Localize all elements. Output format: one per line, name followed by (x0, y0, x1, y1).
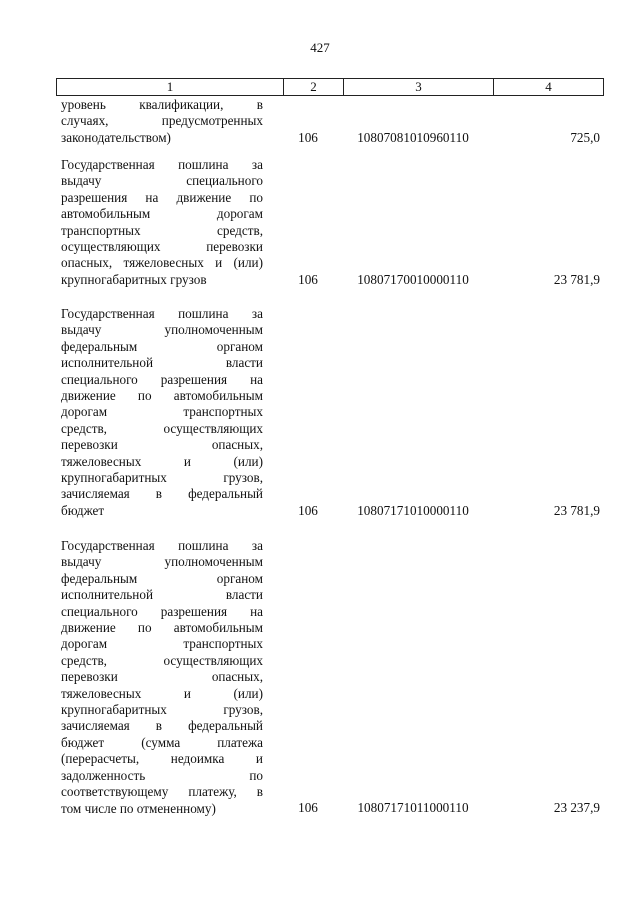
kbk-code: 10807171011000110 (357, 800, 469, 816)
column-header-3: 3 (344, 79, 494, 96)
kbk-code: 10807171010000110 (357, 502, 469, 518)
description-line: исполнительной власти (61, 355, 263, 371)
description-line: опасных, тяжеловесных и (или) (61, 255, 263, 271)
row-description (61, 306, 263, 519)
description-line: движение по автомобильным (61, 388, 263, 404)
column-header-table (56, 78, 604, 96)
description-line: исполнительной власти (61, 587, 263, 603)
description-line: выдачу уполномоченным (61, 322, 263, 338)
admin-code: 106 (298, 800, 318, 816)
description-line: осуществляющих перевозки (61, 239, 263, 255)
amount: 23 237,9 (553, 800, 600, 816)
description-line: тяжеловесных и (или) (61, 453, 263, 469)
description-line: дорогам транспортных (61, 404, 263, 420)
description-line: дорогам транспортных (61, 636, 263, 652)
description-line: Государственная пошлина за (61, 538, 263, 553)
description-line: Государственная пошлина за (61, 306, 263, 321)
description-line: автомобильным дорогам (61, 206, 263, 222)
description-line: зачисляемая в федеральный (61, 486, 263, 502)
description-line: (перерасчеты, недоимка и (61, 751, 263, 767)
description-line: перевозки опасных, (61, 669, 263, 685)
description-line: перевозки опасных, (61, 437, 263, 453)
amount: 23 781,9 (553, 502, 600, 518)
description-line: федеральным органом (61, 570, 263, 586)
row-description (61, 157, 263, 288)
description-line: Государственная пошлина за (61, 157, 263, 172)
description-line: специального разрешения на (61, 371, 263, 387)
description-line: крупногабаритных грузов (61, 271, 207, 287)
kbk-code: 10807081010960110 (357, 129, 469, 145)
admin-code: 106 (298, 129, 318, 145)
description-line: движение по автомобильным (61, 620, 263, 636)
description-line: бюджет (сумма платежа (61, 734, 263, 750)
amount: 725,0 (570, 129, 600, 145)
description-line: соответствующему платежу, в (61, 784, 263, 800)
description-line: бюджет (61, 502, 105, 518)
description-line: разрешения на движение по (61, 189, 263, 205)
description-line: выдачу специального (61, 173, 263, 189)
description-line: случаях, предусмотренных (61, 113, 263, 129)
description-line: выдачу уполномоченным (61, 554, 263, 570)
description-line: специального разрешения на (61, 603, 263, 619)
kbk-code: 10807170010000110 (357, 271, 469, 287)
description-line: законодательством) (61, 129, 171, 145)
description-line: средств, осуществляющих (61, 420, 263, 436)
description-line: средств, осуществляющих (61, 652, 263, 668)
row-description (61, 97, 263, 146)
admin-code: 106 (298, 271, 318, 287)
column-header-1: 1 (57, 79, 284, 96)
description-line: зачисляемая в федеральный (61, 718, 263, 734)
description-line: федеральным органом (61, 338, 263, 354)
column-header-row (57, 79, 604, 96)
column-header-2: 2 (284, 79, 344, 96)
column-header-4: 4 (494, 79, 604, 96)
amount: 23 781,9 (553, 271, 600, 287)
description-line: крупногабаритных грузов, (61, 702, 263, 718)
description-line: тяжеловесных и (или) (61, 685, 263, 701)
admin-code: 106 (298, 502, 318, 518)
page-number: 427 (310, 40, 330, 55)
description-line: уровень квалификации, в (61, 97, 263, 112)
description-line: транспортных средств, (61, 222, 263, 238)
row-description (61, 538, 263, 817)
description-line: задолженность по (61, 767, 263, 783)
description-line: крупногабаритных грузов, (61, 470, 263, 486)
description-line: том числе по отмененному) (61, 800, 216, 816)
